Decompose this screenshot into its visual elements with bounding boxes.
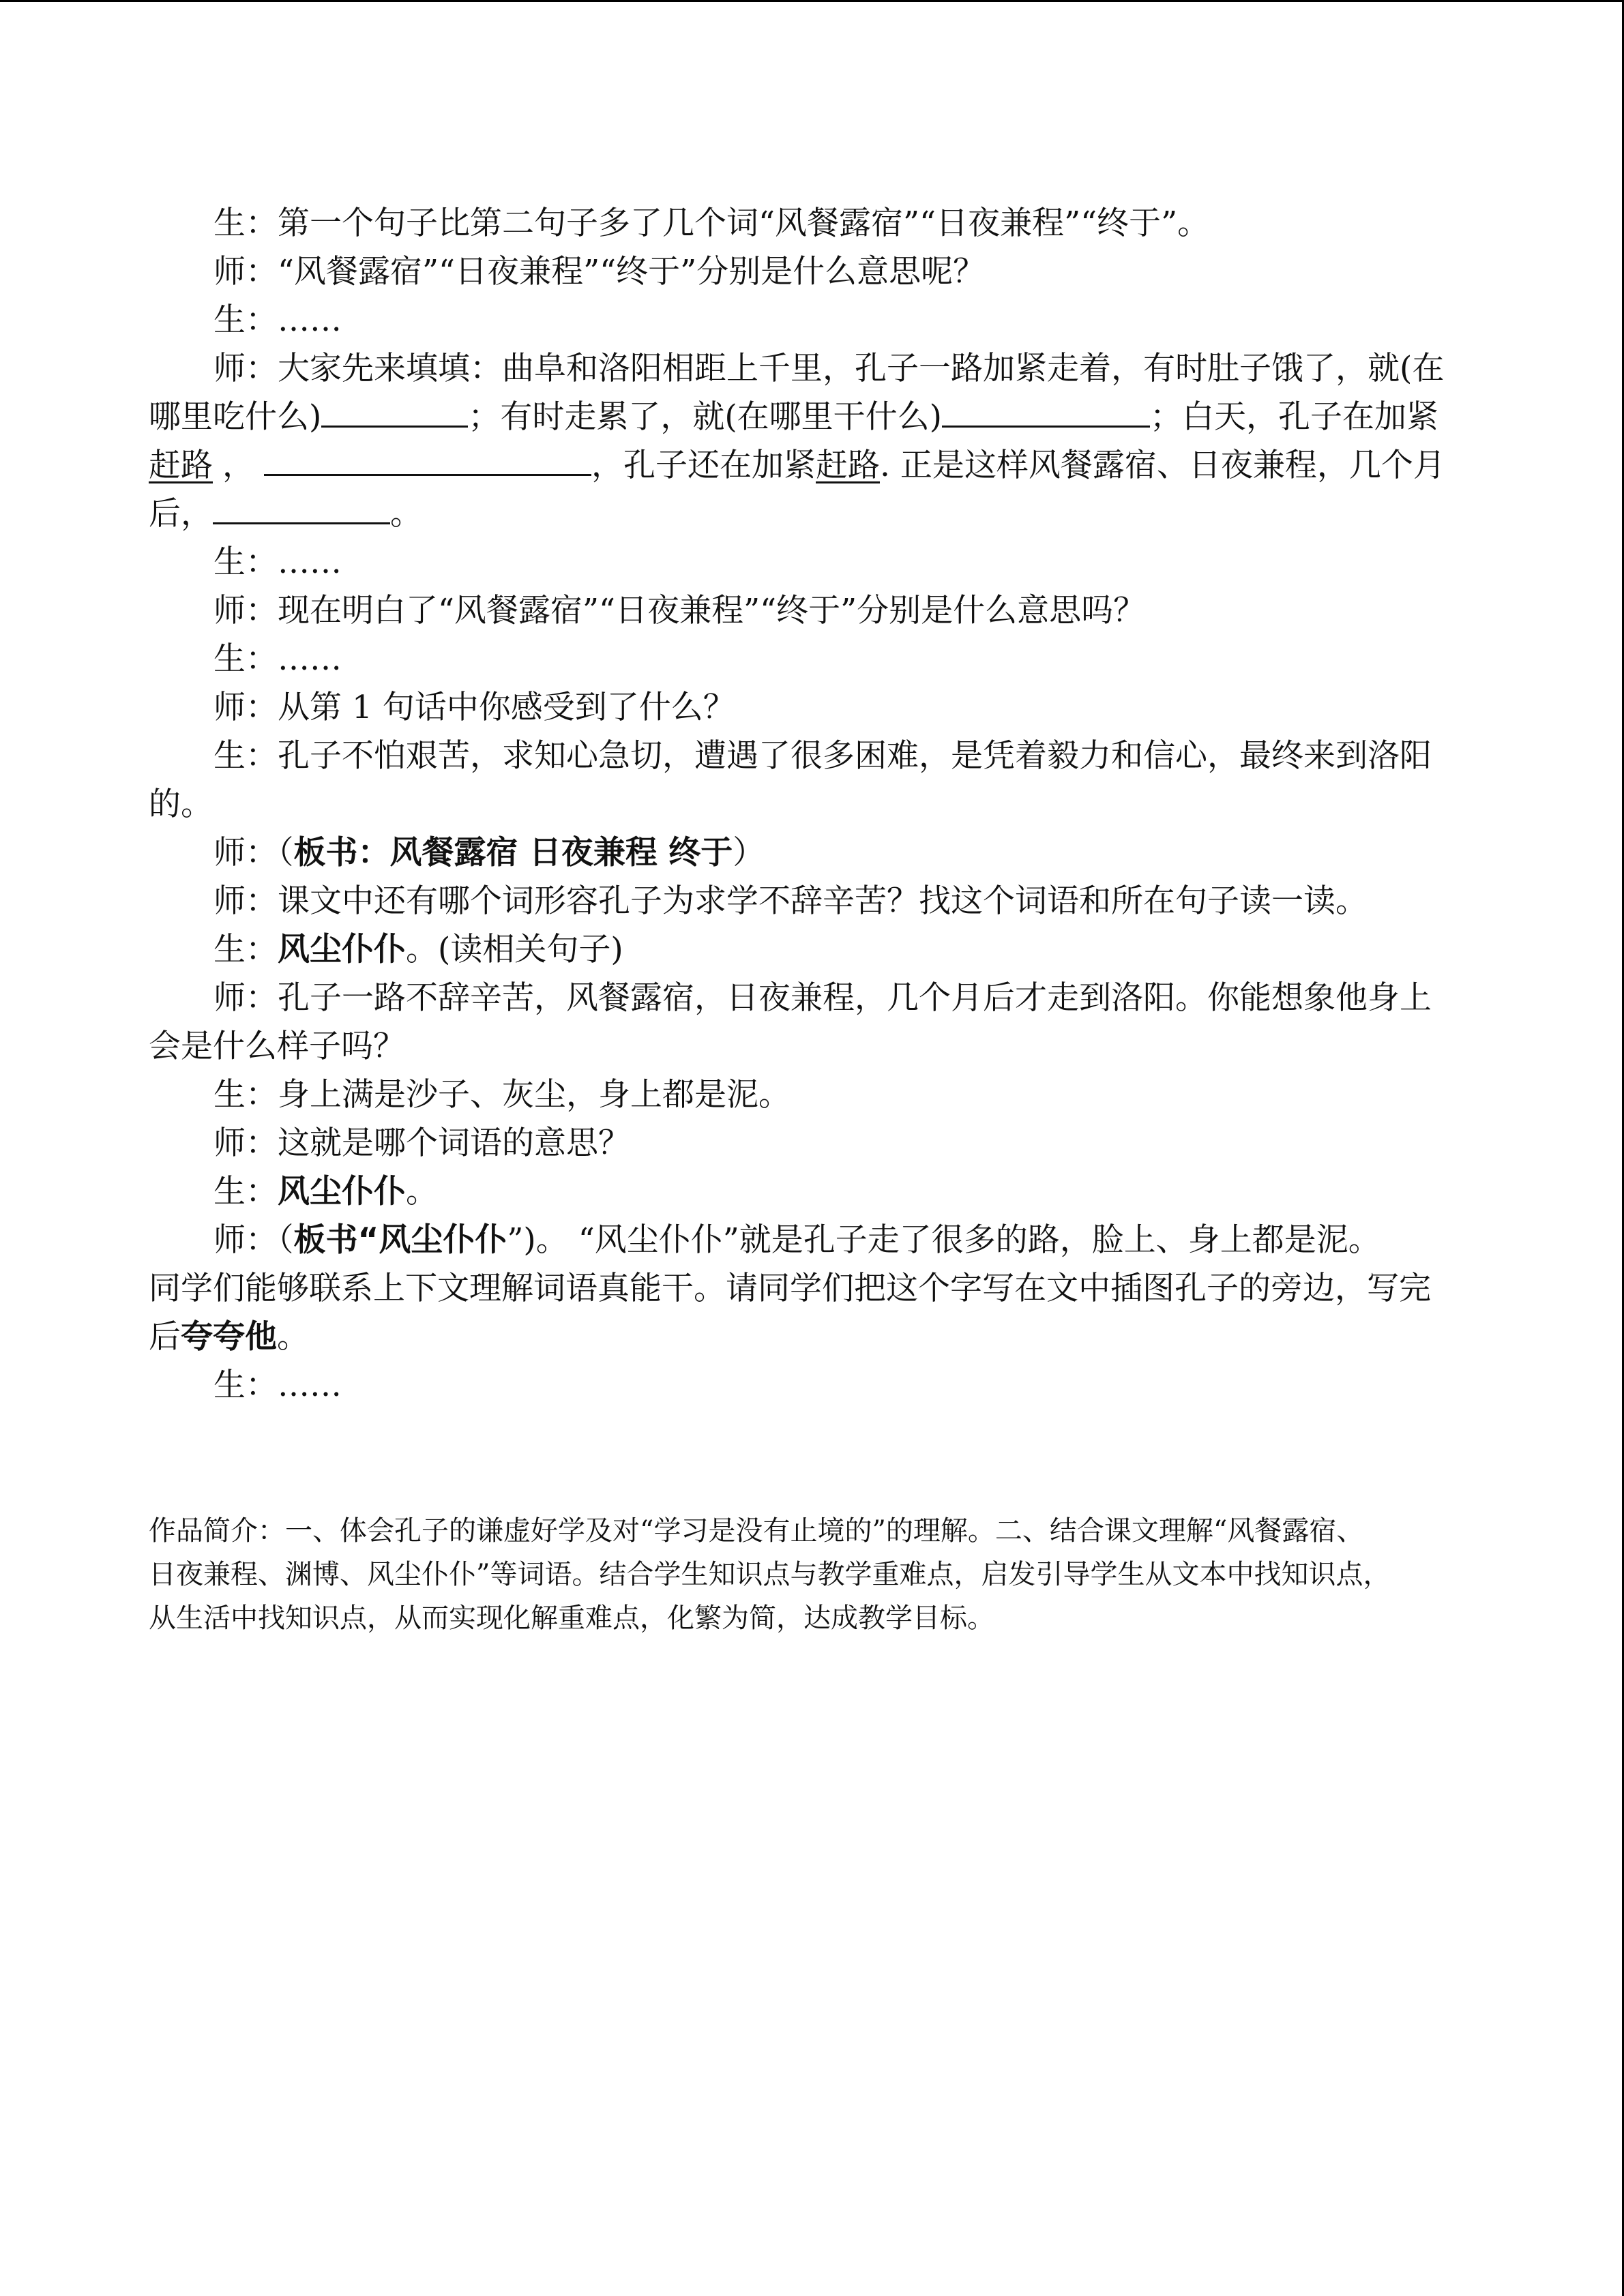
- fill-in-line: [149, 490, 1472, 538]
- board-note: 板书：风餐露宿 日夜兼程 终于: [293, 834, 733, 871]
- dialogue-text: 师：（: [213, 1221, 294, 1259]
- dialogue-line: 师：现在明白了“风餐露宿”“日夜兼程”“终于”分别是什么意思吗？: [213, 592, 1146, 629]
- board-note: 板书“风尘仆仆: [293, 1221, 507, 1259]
- dialogue-line: [149, 1313, 1472, 1361]
- dialogue-text: 。: [277, 1318, 309, 1356]
- dialogue-line: 师：“风餐露宿”“日夜兼程”“终于”分别是什么意思呢？: [213, 253, 986, 290]
- dialogue-text: . 正是这样风餐露宿、日夜兼程，几个月: [880, 447, 1445, 484]
- dialogue-line: 师：这就是哪个词语的意思？: [213, 1124, 630, 1162]
- lesson-transcript: [149, 199, 1472, 1410]
- dialogue-line: 的。: [149, 786, 213, 823]
- dialogue-line: 生：……: [213, 1367, 342, 1404]
- dialogue-line: [149, 1167, 1472, 1216]
- dialogue-line: 会是什么样子吗？: [149, 1028, 405, 1065]
- dialogue-line: 师：从第 1 句话中你感受到了什么？: [213, 689, 735, 726]
- dialogue-line: 生：……: [213, 301, 342, 339]
- dialogue-text: ）: [733, 834, 765, 871]
- dialogue-line: 师：孔子一路不辞辛苦，风餐露宿，日夜兼程，几个月后才走到洛阳。你能想象他身上: [213, 979, 1432, 1017]
- intro-line: 作品简介：一、体会孔子的谦虚好学及对“学习是没有止境的”的理解。二、结合课文理解“风餐露宿、: [149, 1515, 1364, 1547]
- dialogue-text: 生：: [213, 1173, 278, 1210]
- dialogue-line: 生：孔子不怕艰苦，求知心急切，遭遇了很多困难，是凭着毅力和信心，最终来到洛阳: [213, 737, 1432, 775]
- fill-blank[interactable]: [213, 492, 390, 524]
- dialogue-line: [149, 829, 1472, 877]
- dialogue-text: 生：: [213, 931, 278, 968]
- dialogue-line: 生：第一个句子比第二句子多了几个词“风餐露宿”“日夜兼程”“终于”。: [213, 205, 1210, 242]
- dialogue-text: ；白天，孔子在加紧: [1150, 398, 1439, 436]
- intro-line: 从生活中找知识点，从而实现化解重难点，化繁为简，达成教学目标。: [149, 1602, 994, 1634]
- fill-blank[interactable]: [264, 444, 591, 476]
- dialogue-text: ”)。 “风尘仆仆”就是孔子走了很多的路，脸上、身上都是泥。: [507, 1221, 1381, 1259]
- dialogue-line: [149, 925, 1472, 974]
- underlined-word: 赶路: [149, 447, 213, 484]
- dialogue-text: ，: [222, 447, 254, 484]
- work-introduction: [149, 1509, 1472, 1640]
- dialogue-text: 后，: [149, 495, 213, 533]
- page-top-border: [0, 0, 1624, 2]
- key-word: 风尘仆仆: [278, 931, 406, 968]
- dialogue-line: [149, 1216, 1472, 1264]
- dialogue-text: ；有时走累了，就(在哪里干什么): [468, 398, 943, 436]
- dialogue-text: 哪里吃什么): [149, 398, 322, 436]
- fill-in-line: [149, 441, 1472, 490]
- dialogue-text: ，孔子还在加紧: [591, 447, 816, 484]
- dialogue-text: 。: [390, 495, 422, 533]
- dialogue-text: 后: [149, 1318, 181, 1356]
- dialogue-text: 师：（: [213, 834, 294, 871]
- dialogue-line: 生：身上满是沙子、灰尘，身上都是泥。: [213, 1076, 791, 1114]
- dialogue-line: 师：大家先来填填：曲阜和洛阳相距上千里，孔子一路加紧走着，有时肚子饿了，就(在: [213, 350, 1445, 387]
- dialogue-line: 同学们能够联系上下文理解词语真能干。请同学们把这个字写在文中插图孔子的旁边，写完: [149, 1270, 1431, 1307]
- dialogue-text: 。(读相关句子): [406, 931, 623, 968]
- dialogue-line: 师：课文中还有哪个词形容孔子为求学不辞辛苦？找这个词语和所在句子读一读。: [213, 882, 1368, 920]
- fill-blank[interactable]: [321, 396, 468, 428]
- fill-blank[interactable]: [942, 396, 1150, 428]
- dialogue-line: 生：……: [213, 543, 342, 581]
- underlined-word: 赶路: [816, 447, 880, 484]
- intro-line: 日夜兼程、渊博、风尘仆仆”等词语。结合学生知识点与教学重难点，启发引导学生从文本中找知识点，: [149, 1559, 1391, 1590]
- key-word: 夸夸他: [181, 1318, 277, 1356]
- fill-in-line: [149, 393, 1472, 441]
- dialogue-line: 生：……: [213, 640, 342, 678]
- key-word: 风尘仆仆: [278, 1173, 406, 1210]
- dialogue-text: 。: [406, 1173, 438, 1210]
